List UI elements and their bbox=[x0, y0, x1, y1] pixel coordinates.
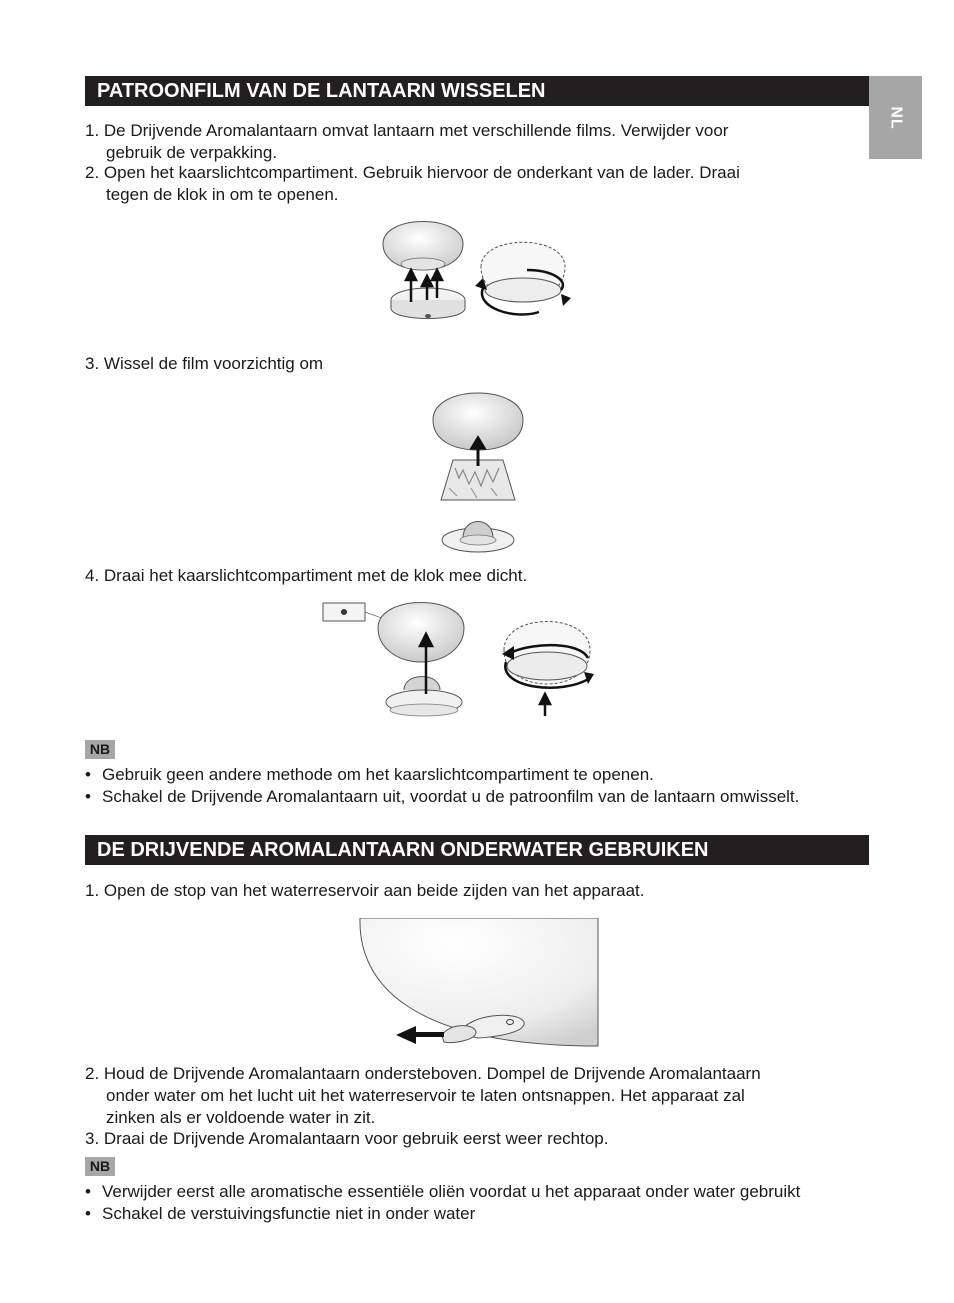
left-arrow-icon bbox=[396, 1026, 444, 1044]
section-1-note-1 bbox=[85, 764, 654, 786]
section-1-note-2 bbox=[85, 786, 799, 808]
bullet: • bbox=[85, 1182, 91, 1201]
section-1-nb-label: NB bbox=[85, 740, 115, 759]
step-1-line-2: gebruik de verpakking. bbox=[106, 143, 278, 162]
step-2-line-3: zinken als er voldoende water in zit. bbox=[106, 1108, 376, 1127]
figure-swap-film bbox=[425, 388, 530, 558]
bullet: • bbox=[85, 765, 91, 784]
section-1-step-3: 3. Wissel de film voorzichtig om bbox=[85, 354, 324, 373]
rotated-lantern-illustration bbox=[481, 242, 565, 302]
section-2-step-3: 3. Draai de Drijvende Aromalantaarn voor gebruik eerst weer rechtop. bbox=[85, 1129, 609, 1148]
section-2-note-2 bbox=[85, 1203, 475, 1225]
step-2-line-1: 2. Open het kaarslichtcompartiment. Gebruik hiervoor de onderkant van de lader. Draai bbox=[85, 163, 740, 182]
base-illustration bbox=[386, 677, 462, 717]
step-2-line-2: tegen de klok in om te openen. bbox=[106, 185, 339, 204]
section-1-step-1 bbox=[85, 120, 728, 164]
note-text: Gebruik geen andere methode om het kaarslichtcompartiment te openen. bbox=[102, 765, 654, 784]
section-1-header: PATROONFILM VAN DE LANTAARN WISSELEN bbox=[85, 76, 869, 106]
section-2-note-1 bbox=[85, 1181, 800, 1203]
note-text: Verwijder eerst alle aromatische essentiële oliën voordat u het apparaat onder water gebruikt bbox=[102, 1182, 801, 1201]
figure-close-compartment bbox=[322, 598, 602, 720]
section-1-step-4: 4. Draai het kaarslichtcompartiment met de klok mee dicht. bbox=[85, 566, 528, 585]
language-tab bbox=[869, 76, 922, 159]
bullet: • bbox=[85, 787, 91, 806]
figure-reservoir-plug bbox=[358, 918, 600, 1048]
section-2-step-1: 1. Open de stop van het waterreservoir aan beide zijden van het apparaat. bbox=[85, 881, 645, 900]
small-up-arrow-icon bbox=[540, 694, 550, 716]
rotated-lantern-illustration bbox=[504, 622, 590, 685]
section-1-step-2 bbox=[85, 162, 740, 206]
step-1-line-1: 1. De Drijvende Aromalantaarn omvat lantaarn met verschillende films. Verwijder voor bbox=[85, 121, 729, 140]
section-2-header: DE DRIJVENDE AROMALANTAARN ONDERWATER GEBRUIKEN bbox=[85, 835, 869, 865]
step-2-line-1: 2. Houd de Drijvende Aromalantaarn ondersteboven. Dompel de Drijvende Aromalantaarn bbox=[85, 1064, 761, 1083]
section-2-nb-label: NB bbox=[85, 1157, 115, 1176]
step-2-line-2: onder water om het lucht uit het waterreservoir te laten ontsnappen. Het apparaat zal bbox=[106, 1086, 745, 1105]
dome-illustration bbox=[378, 603, 464, 663]
lantern-dome-illustration bbox=[383, 222, 463, 271]
figure-open-compartment bbox=[375, 212, 575, 327]
language-tab-label: NL bbox=[887, 105, 905, 130]
bullet: • bbox=[85, 1204, 91, 1223]
note-text: Schakel de Drijvende Aromalantaarn uit, voordat u de patroonfilm van de lantaarn omwisselt. bbox=[102, 787, 800, 806]
lantern-closeup-illustration bbox=[360, 918, 598, 1046]
note-text: Schakel de verstuivingsfunctie niet in onder water bbox=[102, 1204, 476, 1223]
section-2-step-2 bbox=[85, 1063, 761, 1129]
candle-base-illustration bbox=[442, 522, 514, 553]
